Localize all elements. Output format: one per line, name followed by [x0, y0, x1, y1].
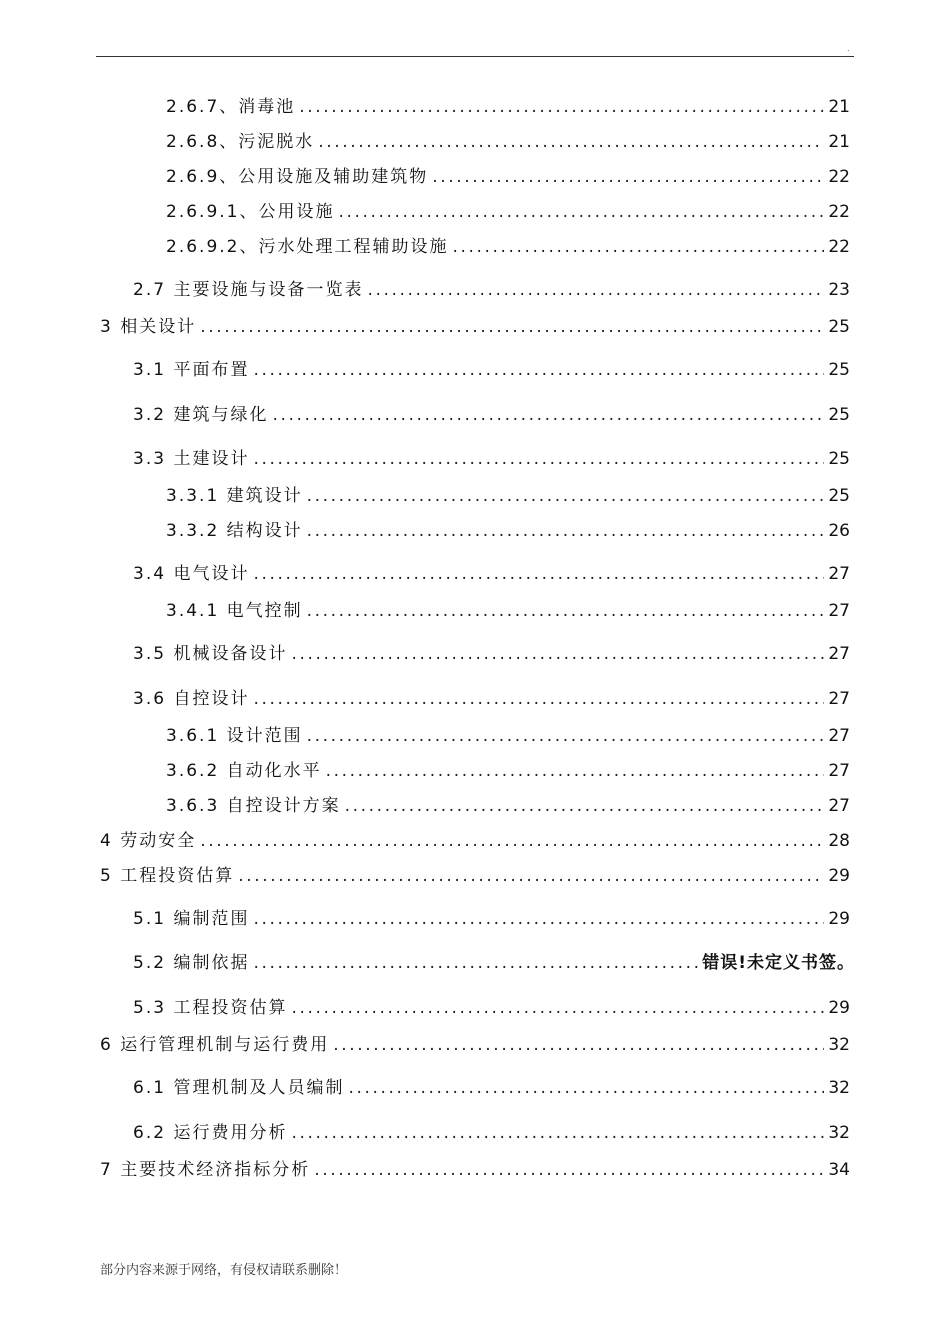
toc-dot-leader: [307, 601, 825, 621]
toc-dot-leader: [253, 564, 824, 584]
toc-entry-page: 21: [828, 97, 850, 117]
toc-entry[interactable]: [166, 92, 850, 117]
toc-entry-page: 21: [828, 132, 850, 152]
toc-entry[interactable]: [133, 444, 850, 469]
toc-dot-leader: [307, 486, 825, 506]
toc-entry-label: 2.6.9.2、污水处理工程辅助设施: [166, 237, 449, 257]
toc-entry[interactable]: [133, 904, 850, 929]
toc-entry-label: 2.6.9、公用设施及辅助建筑物: [166, 167, 429, 187]
toc-entry[interactable]: [100, 826, 850, 851]
toc-dot-leader: [299, 97, 824, 117]
toc-entry-page: 27: [828, 689, 850, 709]
toc-entry[interactable]: [133, 684, 850, 709]
toc-entry-page: 29: [828, 909, 850, 929]
header-rule: [96, 56, 854, 57]
toc-entry-label: 3.6 自控设计: [133, 689, 250, 709]
toc-dot-leader: [333, 1035, 824, 1055]
toc-entry-label: 6.2 运行费用分析: [133, 1123, 288, 1143]
toc-entry-page: 29: [828, 866, 850, 886]
toc-dot-leader: [200, 317, 824, 337]
toc-entry-label: 6 运行管理机制与运行费用: [100, 1035, 330, 1055]
toc-entry-label: 5.1 编制范围: [133, 909, 250, 929]
toc-entry[interactable]: [100, 1155, 850, 1180]
toc-dot-leader: [291, 644, 824, 664]
toc-dot-leader: [272, 405, 824, 425]
toc-entry[interactable]: [166, 481, 850, 506]
toc-entry[interactable]: [133, 1118, 850, 1143]
toc-entry-page: 25: [828, 360, 850, 380]
toc-entry[interactable]: [166, 516, 850, 541]
toc-entry-page: 22: [828, 237, 850, 257]
toc-entry-page: 25: [828, 449, 850, 469]
toc-entry[interactable]: [100, 1030, 850, 1055]
toc-entry-page: 26: [828, 521, 850, 541]
toc-entry-label: 3.3.1 建筑设计: [166, 486, 303, 506]
toc-entry-label: 3.1 平面布置: [133, 360, 250, 380]
toc-dot-leader: [200, 831, 824, 851]
toc-entry[interactable]: [133, 948, 855, 973]
toc-dot-leader: [318, 132, 824, 152]
toc-entry[interactable]: [133, 1073, 850, 1098]
toc-entry-page: 23: [828, 280, 850, 300]
toc-entry[interactable]: [166, 127, 850, 152]
toc-entry-page: 25: [828, 486, 850, 506]
toc-dot-leader: [253, 953, 698, 973]
toc-entry-label: 7 主要技术经济指标分析: [100, 1160, 311, 1180]
toc-dot-leader: [253, 909, 824, 929]
toc-entry-page: 29: [828, 998, 850, 1018]
toc-entry-label: 3.5 机械设备设计: [133, 644, 288, 664]
toc-entry[interactable]: [133, 355, 850, 380]
toc-entry-label: 2.7 主要设施与设备一览表: [133, 280, 364, 300]
toc-entry-label: 5 工程投资估算: [100, 866, 235, 886]
toc-entry-page: 27: [828, 726, 850, 746]
toc-dot-leader: [367, 280, 824, 300]
toc-entry[interactable]: [133, 993, 850, 1018]
toc-dot-leader: [253, 360, 824, 380]
toc-entry-page: 32: [828, 1123, 850, 1143]
toc-entry[interactable]: [100, 312, 850, 337]
toc-entry-label: 4 劳动安全: [100, 831, 197, 851]
toc-entry-label: 3.6.2 自动化水平: [166, 761, 322, 781]
toc-dot-leader: [307, 521, 825, 541]
toc-entry-page: 27: [828, 564, 850, 584]
toc-entry-label: 5.3 工程投资估算: [133, 998, 288, 1018]
toc-entry-label: 2.6.7、消毒池: [166, 97, 296, 117]
toc-entry-label: 3.4.1 电气控制: [166, 601, 303, 621]
toc-dot-leader: [338, 202, 824, 222]
toc-dot-leader: [452, 237, 824, 257]
toc-entry-label: 3.6.3 自控设计方案: [166, 796, 341, 816]
toc-entry-label: 3.6.1 设计范围: [166, 726, 303, 746]
toc-entry-page: 27: [828, 796, 850, 816]
toc-entry-label: 3.3 土建设计: [133, 449, 250, 469]
toc-entry[interactable]: [133, 559, 850, 584]
toc-dot-leader: [238, 866, 824, 886]
footer-disclaimer: 部分内容来源于网络，有侵权请联系删除！: [100, 1263, 348, 1278]
toc-dot-leader: [253, 449, 824, 469]
toc-dot-leader: [307, 726, 825, 746]
toc-entry[interactable]: [166, 721, 850, 746]
toc-dot-leader: [253, 689, 824, 709]
toc-entry-page: 25: [828, 405, 850, 425]
header-mark: .: [847, 44, 850, 53]
toc-entry[interactable]: [166, 162, 850, 187]
toc-dot-leader: [291, 998, 824, 1018]
toc-entry-page: 27: [828, 761, 850, 781]
toc-entry-label: 2.6.8、污泥脱水: [166, 132, 315, 152]
toc-entry-page: 25: [828, 317, 850, 337]
toc-entry[interactable]: [133, 400, 850, 425]
toc-entry-label: 2.6.9.1、公用设施: [166, 202, 335, 222]
toc-entry-page: 34: [828, 1160, 850, 1180]
toc-entry-label: 3.2 建筑与绿化: [133, 405, 269, 425]
toc-entry[interactable]: [133, 275, 850, 300]
toc-dot-leader: [345, 796, 825, 816]
toc-entry[interactable]: [166, 756, 850, 781]
toc-entry[interactable]: [166, 791, 850, 816]
toc-dot-leader: [291, 1123, 824, 1143]
toc-entry-label: 3 相关设计: [100, 317, 197, 337]
toc-entry-page: 32: [828, 1035, 850, 1055]
toc-entry[interactable]: [100, 861, 850, 886]
toc-dot-leader: [314, 1160, 824, 1180]
toc-entry[interactable]: [166, 197, 850, 222]
toc-entry-label: 3.4 电气设计: [133, 564, 250, 584]
toc-entry-page: 28: [828, 831, 850, 851]
toc-entry-label: 6.1 管理机制及人员编制: [133, 1078, 345, 1098]
toc-entry-page: 22: [828, 167, 850, 187]
toc-dot-leader: [432, 167, 824, 187]
toc-entry[interactable]: [166, 232, 850, 257]
toc-entry-page: 32: [828, 1078, 850, 1098]
toc-entry-label: 3.3.2 结构设计: [166, 521, 303, 541]
toc-entry[interactable]: [133, 639, 850, 664]
toc-entry-page: 27: [828, 601, 850, 621]
toc-dot-leader: [348, 1078, 824, 1098]
toc-entry-label: 5.2 编制依据: [133, 953, 250, 973]
toc-entry[interactable]: [166, 596, 850, 621]
toc-dot-leader: [326, 761, 825, 781]
toc-entry-page: 22: [828, 202, 850, 222]
toc-entry-page-error: 错误!未定义书签。: [702, 953, 855, 973]
toc-entry-page: 27: [828, 644, 850, 664]
